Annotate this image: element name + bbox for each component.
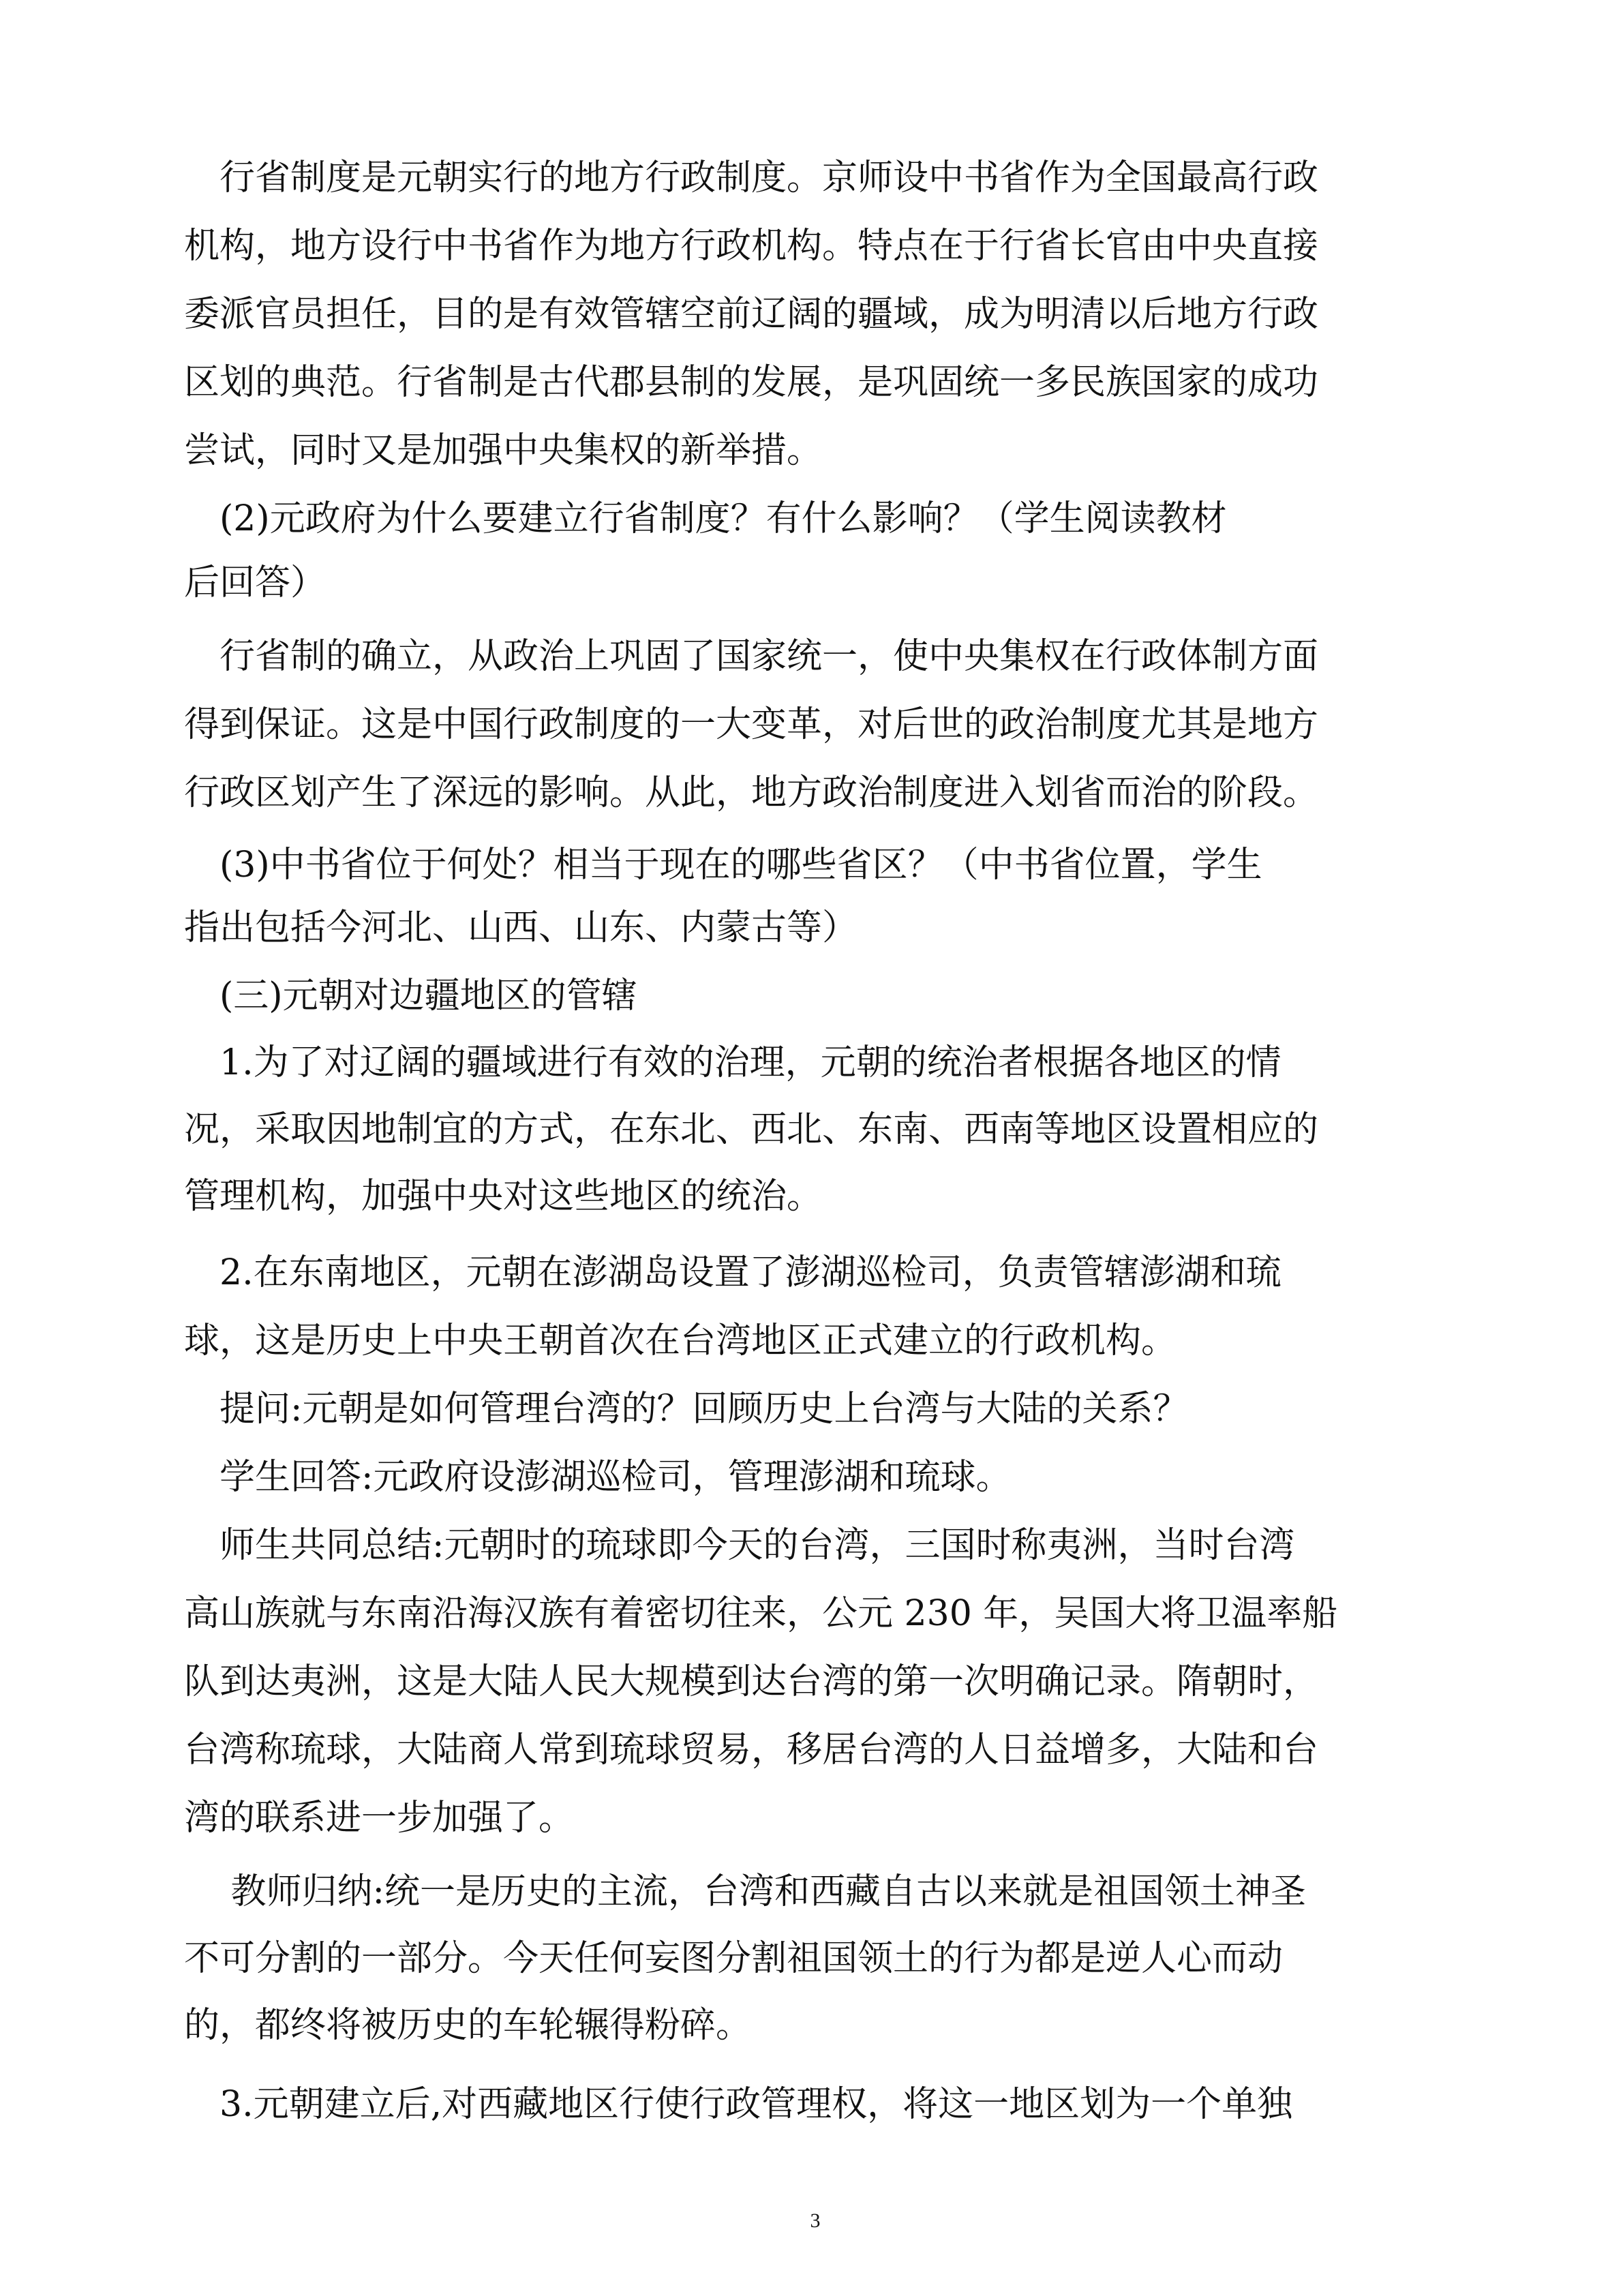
text-line: 行政区划产生了深远的影响。从此，地方政治制度进入划省而治的阶段。 [184,772,1319,813]
text-line: 高山族就与东南沿海汉族有着密切往来，公元 230 年，吴国大将卫温率船 [184,1593,1338,1634]
section-heading: (三)元朝对边疆地区的管辖 [184,976,637,1016]
text-line: 得到保证。这是中国行政制度的一大变革，对后世的政治制度尤其是地方 [184,704,1319,745]
question-line: 提问:元朝是如何管理台湾的？回顾历史上台湾与大陆的关系？ [184,1389,1189,1430]
text-line: 行省制的确立，从政治上巩固了国家统一，使中央集权在行政体制方面 [184,636,1319,677]
text-line: 机构，地方设行中书省作为地方行政机构。特点在于行省长官由中央直接 [184,226,1319,267]
text-line: 管理机构，加强中央对这些地区的统治。 [184,1176,823,1217]
text-line: 况，采取因地制宜的方式，在东北、西北、东南、西南等地区设置相应的 [184,1109,1319,1150]
text-line: 尝试，同时又是加强中央集权的新举措。 [184,430,823,471]
answer-line: 学生回答:元政府设澎湖巡检司，管理澎湖和琉球。 [184,1457,1012,1498]
text-line: 师生共同总结:元朝时的琉球即今天的台湾，三国时称夷洲，当时台湾 [184,1525,1295,1566]
text-line: 2.在东南地区，元朝在澎湖岛设置了澎湖巡检司，负责管辖澎湖和琉 [184,1252,1281,1293]
question-line: (3)中书省位于何处？相当于现在的哪些省区？（中书省位置，学生 [184,845,1262,886]
text-line: 1.为了对辽阔的疆域进行有效的治理，元朝的统治者根据各地区的情 [184,1042,1281,1083]
question-line: (2)元政府为什么要建立行省制度？有什么影响？（学生阅读教材 [184,498,1227,539]
text-line: 行省制度是元朝实行的地方行政制度。京师设中书省作为全国最高行政 [184,157,1319,198]
text-line: 区划的典范。行省制是古代郡县制的发展，是巩固统一多民族国家的成功 [184,362,1319,403]
text-line: 球，这是历史上中央王朝首次在台湾地区正式建立的行政机构。 [184,1320,1177,1361]
text-line: 队到达夷洲，这是大陆人民大规模到达台湾的第一次明确记录。隋朝时， [184,1661,1319,1702]
summary-line: 教师归纳:统一是历史的主流，台湾和西藏自古以来就是祖国领土神圣 [184,1871,1307,1912]
page-number: 3 [810,2209,821,2232]
text-line: 湾的联系进一步加强了。 [184,1798,575,1839]
question-line: 后回答） [184,562,327,603]
summary-line: 的，都终将被历史的车轮辗得粉碎。 [184,2005,752,2046]
text-line: 3.元朝建立后,对西藏地区行使行政管理权，将这一地区划为一个单独 [184,2084,1293,2125]
text-line: 委派官员担任，目的是有效管辖空前辽阔的疆域，成为明清以后地方行政 [184,294,1319,335]
text-line: 台湾称琉球，大陆商人常到琉球贸易，移居台湾的人日益增多，大陆和台 [184,1729,1319,1770]
question-line: 指出包括今河北、山西、山东、内蒙古等） [184,907,858,948]
summary-line: 不可分割的一部分。今天任何妄图分割祖国领土的行为都是逆人心而动 [184,1938,1284,1979]
